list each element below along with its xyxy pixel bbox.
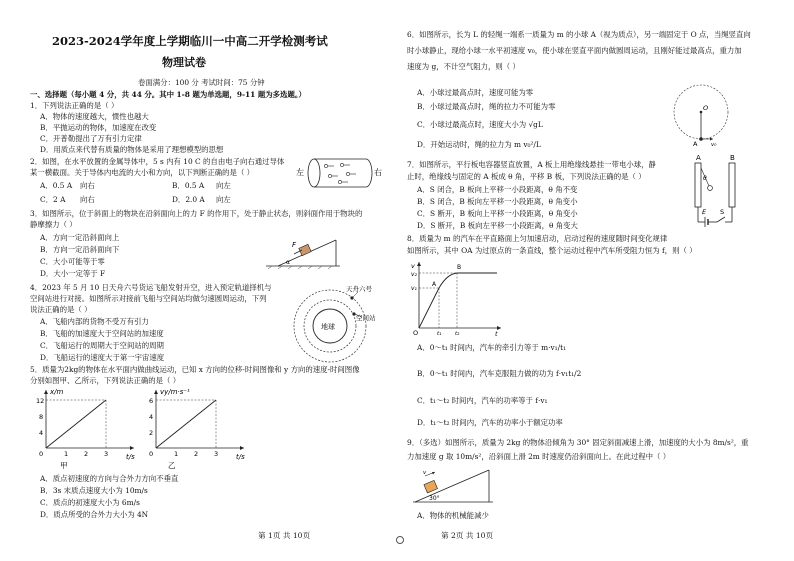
svg-text:v₁: v₁ <box>411 285 417 292</box>
exam-title: 2023-2024学年度上学期临川一中高二开学检测考试 <box>52 34 328 48</box>
svg-text:t₁: t₁ <box>437 331 442 336</box>
q2-option-d-value: D．2.0 A <box>172 195 205 204</box>
q9-stem-line2: 力加速度 g 取 10m/s²，沿斜面上滑 2m 时速度仍沿斜面向上。在此过程中（ ） <box>407 452 671 461</box>
q2-option-c-value: C．2 A <box>40 195 66 204</box>
svg-text:4: 4 <box>149 413 154 421</box>
q7-fig-b-label: B <box>730 154 735 162</box>
q8-option-a: A．0～t₁ 时间内，汽车的牵引力等于 m·v₁/t₁ <box>417 343 567 352</box>
q9-option-a: A．物体的机械能减少 <box>417 511 489 520</box>
q6-stem-line1: 6．如图所示，长为 L 的轻绳一端系一质量为 m 的小球 A（视为质点），另一端固定于 O 点，当绳竖直向 <box>407 30 751 39</box>
q7-option-b: B．S 闭合，B 板向左平移一小段距离，θ 角变小 <box>417 197 578 206</box>
svg-text:vy/m·s⁻¹: vy/m·s⁻¹ <box>160 388 190 396</box>
q3-stem-line2: 静摩擦力（ ） <box>30 220 77 229</box>
q8-stem-line2: 如图所示，其中 OA 为过原点的一条直线，整个运动过程中汽车所受阻力恒为 f，则（ ） <box>407 246 697 255</box>
svg-text:v: v <box>423 470 427 476</box>
q1-stem: 1．下列说法正确的是（ ） <box>30 101 119 110</box>
q5-graph-x-t <box>30 386 140 472</box>
q3-option-a: A．方向一定沿斜面向上 <box>40 233 120 242</box>
q3-option-d: D．大小一定等于 F <box>40 269 106 278</box>
svg-text:x/m: x/m <box>50 388 64 396</box>
q2-option-a-dir: 向右 <box>80 181 95 190</box>
q9-stem-line1: 9．（多选）如图所示，质量为 2kg 的物体沿倾角为 30° 固定斜面减速上滑，加速度的大小为 8m/s²，重 <box>407 438 749 447</box>
q2-option-a <box>40 181 95 190</box>
q2-option-b <box>172 181 231 190</box>
q6-fig-v0-label: v₀ <box>711 142 717 148</box>
q5-stem-line2: 分别如图甲、乙所示，下列说法正确的是（ ） <box>30 376 181 385</box>
svg-text:O: O <box>413 329 419 336</box>
svg-text:1: 1 <box>64 450 69 458</box>
q3-option-b: B．方向一定沿斜面向下 <box>40 245 120 254</box>
q4-orbit-figure <box>288 284 384 366</box>
q1-option-d: D．用质点来代替有质量的物体是采用了理想模型的思想 <box>40 145 224 154</box>
svg-text:v₂: v₂ <box>411 271 417 278</box>
q5-option-b: B．3s 末质点速度大小为 10m/s <box>40 486 148 495</box>
svg-text:t₂: t₂ <box>455 331 460 336</box>
q4-fig-ship-label: 天舟六号 <box>346 285 372 293</box>
q4-option-c: C．飞船运行的周期大于空间站的周期 <box>40 341 164 350</box>
q6-fig-a-label: A <box>693 140 698 148</box>
q3-stem-line1: 3．如图所示，位于斜面上的物块在沿斜面向上的力 F 的作用下，处于静止状态，则斜面作用于物块的 <box>30 209 363 218</box>
svg-text:3: 3 <box>104 450 109 458</box>
q7-option-d: D．S 断开，B 板向左平移一小段距离，θ 角变大 <box>417 221 578 230</box>
q4-stem-line1: 4．2023 年 5 月 10 日天舟六号货运飞船发射升空，进入预定轨道择机与 <box>30 283 272 292</box>
q8-stem-line1: 8．质量为 m 的汽车在平直路面上匀加速启动，启动过程的速度随时间变化规律 <box>407 234 668 243</box>
q5-option-a: A．质点初速度的方向与合外力方向不垂直 <box>40 474 179 483</box>
exam-subject: 物理试卷 <box>162 56 206 69</box>
q7-fig-s-label: S <box>720 208 725 216</box>
q8-option-c: C．t₁～t₂ 时间内，汽车的功率等于 f·v₁ <box>417 396 548 405</box>
svg-text:2: 2 <box>84 450 89 458</box>
q1-option-c: C．开普勒提出了万有引力定律 <box>40 134 142 143</box>
q7-stem-line1: 7．如图所示，平行板电容器竖直放置，A 板上用绝缘线悬挂一带电小球，静 <box>407 160 656 169</box>
q7-option-c: C．S 断开，B 板向上平移一小段距离，θ 角变小 <box>417 209 578 218</box>
svg-text:A: A <box>432 281 437 288</box>
q6-stem-line2: 时小球静止，现给小球一水平初速度 v₀，使小球在竖直平面内做圆周运动，且刚好能过最高点，重力加 <box>407 46 742 55</box>
q7-fig-theta-label: θ <box>703 175 707 182</box>
q2-option-a-value: A．0.5 A <box>40 181 73 190</box>
svg-text:12: 12 <box>36 397 45 405</box>
q4-fig-earth-label: 地球 <box>321 323 335 331</box>
q5-graph-v-t <box>140 386 250 472</box>
q5-graph-b-caption: 乙 <box>168 461 176 470</box>
q7-fig-a-label: A <box>696 154 701 162</box>
q7-fig-e-label: E <box>702 208 707 216</box>
q5-stem-line1: 5．质量为2kg的物体在水平面内做曲线运动，已知 x 方向的位移-时间图像和 y 方向的速度-时间图像 <box>30 365 360 374</box>
svg-text:0: 0 <box>149 450 154 458</box>
q4-fig-station-label: 空间站 <box>356 314 376 322</box>
q8-velocity-graph <box>409 256 505 336</box>
q6-option-b: B．小球过最高点时，绳的拉力不可能为零 <box>417 102 556 111</box>
q5-option-d: D．质点所受的合外力大小为 4N <box>40 510 149 519</box>
q4-option-d: D．飞船运行的速度大于第一宇宙速度 <box>40 353 165 362</box>
svg-text:v: v <box>411 262 415 270</box>
q9-incline-figure <box>411 464 497 508</box>
section-heading: 一、选择题（每小题 4 分，共 44 分。其中 1-8 题为单选题，9-11 题为多选题。） <box>30 90 306 99</box>
q2-fig-right-label: 右 <box>374 168 382 177</box>
q3-fig-angle-label: α <box>286 259 290 266</box>
right-page-footer: 第 2页 共 10页 <box>441 531 494 540</box>
q4-stem-line2: 空间站进行对接。如图所示对接前飞船与空间站均做匀速圆周运动，下列 <box>30 294 267 303</box>
q4-option-b: B．飞船的加速度大于空间站的加速度 <box>40 329 164 338</box>
q2-option-c <box>40 195 95 204</box>
svg-text:0: 0 <box>39 450 44 458</box>
q6-option-d: D．开始运动时，绳的拉力为 m v₀²/L <box>417 140 541 149</box>
q2-stem-line1: 2．如图，在水平放置的金属导体中，5 s 内有 10 C 的自由电子向右通过导体 <box>30 157 285 166</box>
q3-option-c: C．大小可能等于零 <box>40 257 105 266</box>
q2-option-c-dir: 向右 <box>80 195 95 204</box>
svg-text:B: B <box>457 264 462 271</box>
left-page-footer: 第 1页 共 10页 <box>258 531 311 540</box>
svg-text:t/s: t/s <box>126 453 135 461</box>
q1-option-a: A．物体的速度越大，惯性也越大 <box>40 112 149 121</box>
q7-stem-line2: 止时，绝缘线与固定的 A 板成 θ 角，平移 B 板，下列说法正确的是（ ） <box>407 172 646 181</box>
q2-option-b-value: B．0.5 A <box>172 181 205 190</box>
q2-option-d-dir: 向左 <box>216 195 231 204</box>
q9-fig-angle-label: 30° <box>429 495 440 502</box>
q6-stem-line3: 速度为 g，不计空气阻力，则（ ） <box>407 62 520 71</box>
q1-option-b: B．平抛运动的物体，加速度在改变 <box>40 123 157 132</box>
q2-option-d <box>172 195 231 204</box>
svg-text:3: 3 <box>214 450 219 458</box>
q2-conductor-figure <box>296 152 384 194</box>
svg-text:1: 1 <box>174 450 179 458</box>
q8-option-b: B．0～t₁ 时间内，汽车克服阻力做的功为 f·v₁t₁/2 <box>417 369 582 378</box>
svg-text:8: 8 <box>39 413 44 421</box>
q6-option-c: C．小球过最高点时，速度大小为 √gL <box>417 120 543 129</box>
q5-graph-a-caption: 甲 <box>60 461 68 470</box>
right-page <box>397 0 794 561</box>
svg-text:t: t <box>495 330 498 336</box>
q6-fig-o-label: O <box>703 104 709 112</box>
exam-meta: 卷面满分：100 分 考试时间：75 分钟 <box>138 78 265 87</box>
q6-circle-figure <box>667 80 737 148</box>
q3-incline-figure <box>264 232 344 272</box>
q2-fig-left-label: 左 <box>296 168 304 177</box>
svg-text:2: 2 <box>149 429 154 437</box>
svg-text:6: 6 <box>149 397 154 405</box>
q2-option-b-dir: 向左 <box>216 181 231 190</box>
q4-stem-line3: 说法正确的是（ ） <box>30 305 92 314</box>
q6-option-a: A．小球过最高点时，速度可能为零 <box>417 88 534 97</box>
q4-option-a: A．飞船内部的货物不受万有引力 <box>40 317 149 326</box>
q5-option-c: C．质点的初速度大小为 6m/s <box>40 498 140 507</box>
svg-text:2: 2 <box>194 450 199 458</box>
q3-fig-force-label: F <box>292 241 297 249</box>
q7-option-a: A．S 闭合，B 板向上平移一小段距离，θ 角不变 <box>417 185 578 194</box>
q2-stem-line2: 某一横截面。关于导体内电流的大小和方向，以下判断正确的是（ ） <box>30 168 255 177</box>
svg-text:4: 4 <box>39 429 44 437</box>
q8-option-d: D．t₁～t₂ 时间内，汽车的功率小于额定功率 <box>417 418 563 427</box>
svg-text:t/s: t/s <box>236 453 245 461</box>
q7-capacitor-figure <box>677 150 753 230</box>
